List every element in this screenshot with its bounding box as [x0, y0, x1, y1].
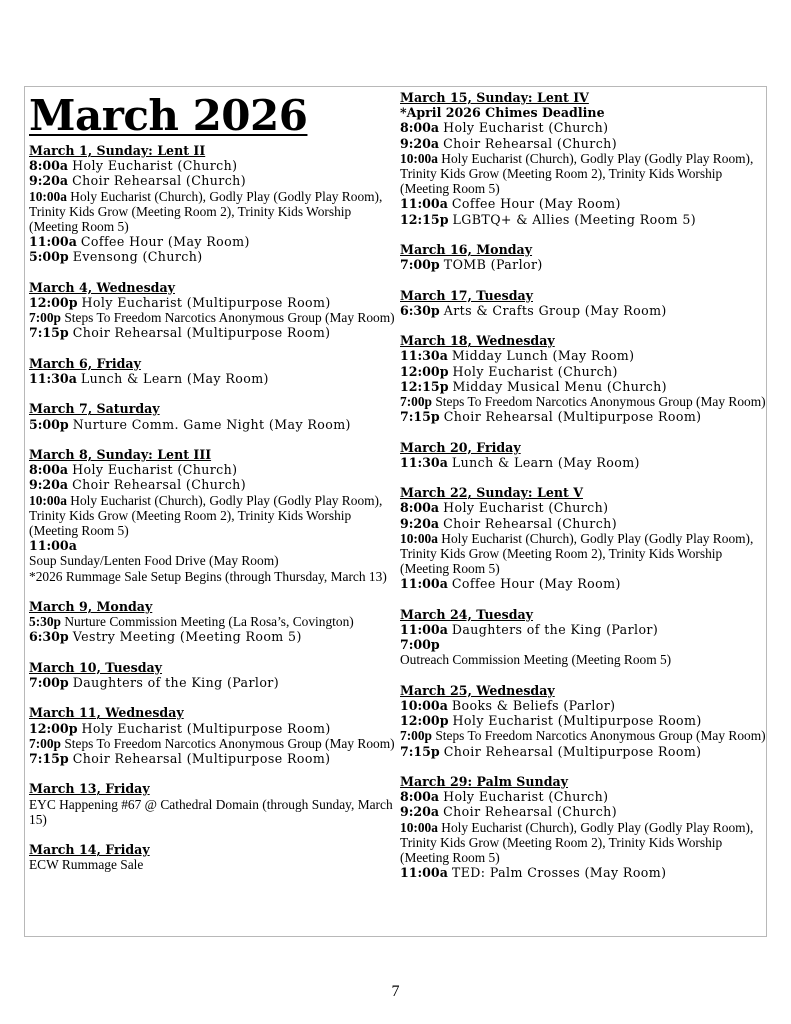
- day-block: [29, 781, 395, 827]
- day-block: [400, 485, 766, 591]
- event-description: Choir Rehearsal (Church): [72, 477, 247, 493]
- event-item: [29, 538, 395, 568]
- day-note: ECW Rummage Sale: [29, 857, 144, 873]
- event-item: [400, 379, 766, 394]
- event-description-continued: Group (May Room): [287, 310, 395, 326]
- event-time: 9:20a: [400, 804, 440, 820]
- day-block: [29, 447, 395, 584]
- calendar-frame: [24, 86, 767, 937]
- event-item: [29, 675, 395, 690]
- day-block: [29, 599, 395, 645]
- day-header: March 6, Friday: [29, 355, 141, 371]
- event-description: Choir Rehearsal (Multipurpose Room): [72, 751, 331, 767]
- event-description: Holy Eucharist (Multipurpose Room): [81, 295, 331, 311]
- event-description-continued: Covington): [292, 614, 354, 630]
- event-time: 7:15p: [29, 325, 69, 341]
- event-time: 11:00a: [29, 234, 77, 250]
- event-time: 8:00a: [29, 462, 69, 478]
- event-description: Holy Eucharist (Church): [443, 120, 609, 136]
- event-item: [400, 136, 766, 151]
- event-description: TED: Palm Crosses (May Room): [451, 865, 667, 881]
- event-item: [400, 576, 766, 591]
- event-description: Daughters of the King (Parlor): [451, 622, 659, 638]
- event-description: Steps To Freedom Narcotics Anonymous: [435, 728, 656, 744]
- event-time: 10:00a: [400, 150, 438, 166]
- event-time: 8:00a: [400, 500, 440, 516]
- event-time: 6:30p: [400, 302, 440, 318]
- event-description: Holy Eucharist (Church), Godly Play: [441, 150, 642, 166]
- day-header: March 8, Sunday: Lent III: [29, 447, 212, 462]
- event-description: LGBTQ+ & Allies (Meeting Room 5): [452, 211, 697, 227]
- event-description-continued: Group (May Room): [658, 394, 766, 410]
- event-item: [29, 189, 395, 235]
- event-item: [400, 348, 766, 363]
- event-item: [29, 249, 395, 264]
- day-block: [29, 705, 395, 766]
- event-item: [400, 394, 766, 409]
- event-item: [400, 516, 766, 531]
- day-block: [29, 143, 395, 265]
- event-time: 9:20a: [400, 515, 440, 531]
- event-time: 9:20a: [400, 135, 440, 151]
- event-description-continued: Group (May Room): [287, 735, 395, 751]
- event-time: 11:00a: [400, 622, 448, 638]
- event-description: Choir Rehearsal (Church): [443, 804, 618, 820]
- event-description: Steps To Freedom Narcotics Anonymous: [64, 310, 285, 326]
- event-item: [400, 804, 766, 819]
- day-header: March 24, Tuesday: [400, 606, 533, 622]
- day-block: [29, 842, 395, 872]
- day-header: March 20, Friday: [400, 439, 521, 455]
- day-header: March 15, Sunday: Lent IV: [400, 90, 589, 105]
- day-header: March 4, Wednesday: [29, 279, 175, 295]
- day-block: [29, 401, 395, 431]
- event-item: [29, 158, 395, 173]
- event-time: 7:00p: [400, 637, 440, 653]
- event-description: Lunch & Learn (May Room): [451, 454, 640, 470]
- event-time: 7:00p: [400, 257, 440, 273]
- event-description: Holy Eucharist (Church): [72, 462, 238, 478]
- page-number: 7: [391, 983, 400, 1000]
- event-description: Holy Eucharist (Church), Godly Play: [441, 819, 642, 835]
- day-block: [400, 288, 766, 318]
- event-time: 5:00p: [29, 416, 69, 432]
- event-description-continued: (Godly Play Room), Trinity Kids Grow (Meeting Room 2), Trinity Kids Worship (Meeting Room 5): [29, 492, 383, 539]
- event-item: [400, 303, 766, 318]
- event-time: 10:00a: [400, 819, 438, 835]
- event-time: 7:15p: [29, 751, 69, 767]
- left-column: [29, 87, 395, 888]
- event-item: [400, 637, 766, 667]
- event-time: 12:15p: [400, 378, 449, 394]
- event-description: Holy Eucharist (Multipurpose Room): [81, 720, 331, 736]
- event-description: Holy Eucharist (Church): [443, 789, 609, 805]
- event-item: [29, 614, 395, 629]
- day-header: March 16, Monday: [400, 242, 533, 258]
- event-description: Lunch & Learn (May Room): [80, 371, 269, 387]
- deadline-note: *April 2026 Chimes Deadline: [400, 105, 605, 121]
- event-description: Holy Eucharist (Church): [452, 363, 618, 379]
- day-header: March 25, Wednesday: [400, 682, 555, 698]
- event-time: 7:00p: [29, 735, 61, 751]
- day-header: March 17, Tuesday: [400, 287, 533, 303]
- event-time: 8:00a: [400, 120, 440, 136]
- day-block: [29, 280, 395, 341]
- event-description: Daughters of the King (Parlor): [72, 675, 280, 691]
- event-item: [29, 462, 395, 477]
- event-time: 11:00a: [29, 538, 77, 554]
- event-description: Choir Rehearsal (Church): [443, 515, 618, 531]
- day-block: [400, 774, 766, 880]
- event-item: [29, 736, 395, 751]
- event-item: [400, 713, 766, 728]
- event-item: [29, 417, 395, 432]
- event-description: TOMB (Parlor): [443, 257, 543, 273]
- event-time: 7:00p: [29, 675, 69, 691]
- event-description: Holy Eucharist (Church): [443, 500, 609, 516]
- event-description: Choir Rehearsal (Church): [72, 173, 247, 189]
- event-item: [400, 500, 766, 515]
- event-description-continued: (Godly Play Room), Trinity Kids Grow (Meeting Room 2), Trinity Kids Worship (Meeting Room 5): [400, 150, 754, 197]
- event-description: Choir Rehearsal (Multipurpose Room): [72, 325, 331, 341]
- event-time: 7:15p: [400, 409, 440, 425]
- event-description: Coffee Hour (May Room): [80, 234, 250, 250]
- event-item: [400, 728, 766, 743]
- event-time: 12:00p: [400, 713, 449, 729]
- event-item: [400, 151, 766, 197]
- event-time: 12:00p: [29, 295, 78, 311]
- day-block: [400, 440, 766, 470]
- event-time: 12:00p: [29, 720, 78, 736]
- event-item: [400, 364, 766, 379]
- event-time: 11:00a: [400, 196, 448, 212]
- day-header: March 13, Friday: [29, 781, 150, 797]
- event-item: [400, 409, 766, 424]
- day-header: March 29: Palm Sunday: [400, 774, 568, 790]
- event-time: 11:00a: [400, 576, 448, 592]
- event-item: [400, 196, 766, 211]
- day-block: [29, 356, 395, 386]
- event-description: Books & Beliefs (Parlor): [451, 698, 616, 714]
- event-description: Coffee Hour (May Room): [451, 576, 621, 592]
- page-title: March 2026: [29, 91, 308, 140]
- event-time: 8:00a: [29, 158, 69, 174]
- event-description-continued: Outreach Commission Meeting (Meeting Room 5): [400, 652, 672, 668]
- event-item: [29, 295, 395, 310]
- day-header: March 7, Saturday: [29, 401, 160, 417]
- event-description: Holy Eucharist (Multipurpose Room): [452, 713, 702, 729]
- day-header: March 11, Wednesday: [29, 705, 184, 721]
- event-item: [400, 820, 766, 866]
- event-description: Steps To Freedom Narcotics Anonymous: [64, 735, 285, 751]
- right-column: [400, 90, 766, 896]
- event-description: Vestry Meeting (Meeting Room 5): [72, 629, 302, 645]
- day-header: March 14, Friday: [29, 842, 150, 858]
- day-header: March 9, Monday: [29, 599, 153, 615]
- event-item: [400, 789, 766, 804]
- event-description: Holy Eucharist (Church), Godly Play: [70, 492, 271, 508]
- event-item: [400, 622, 766, 637]
- event-time: 10:00a: [29, 492, 67, 508]
- day-block: [400, 683, 766, 759]
- event-description-continued: Soup Sunday/Lenten Food Drive (May Room): [29, 553, 279, 569]
- event-time: 11:30a: [400, 348, 448, 364]
- event-time: 9:20a: [29, 173, 69, 189]
- event-time: 8:00a: [400, 789, 440, 805]
- event-description: Steps To Freedom Narcotics Anonymous: [435, 394, 656, 410]
- day-header: March 18, Wednesday: [400, 333, 555, 349]
- event-time: 10:00a: [400, 530, 438, 546]
- event-description: Midday Lunch (May Room): [451, 348, 635, 364]
- event-item: [29, 371, 395, 386]
- event-item: [29, 173, 395, 188]
- event-item: [400, 212, 766, 227]
- event-description-continued: Group (May Room): [658, 728, 766, 744]
- event-time: 7:00p: [29, 310, 61, 326]
- event-description: Arts & Crafts Group (May Room): [443, 302, 667, 318]
- event-item: [400, 455, 766, 470]
- event-item: [29, 751, 395, 766]
- event-description: Holy Eucharist (Church): [72, 158, 238, 174]
- event-time: 7:15p: [400, 743, 440, 759]
- day-header: March 10, Tuesday: [29, 659, 162, 675]
- event-item: [400, 744, 766, 759]
- event-item: [29, 310, 395, 325]
- day-block: [400, 333, 766, 424]
- event-description: Holy Eucharist (Church), Godly Play: [70, 188, 271, 204]
- event-description: Choir Rehearsal (Multipurpose Room): [443, 743, 702, 759]
- event-item: [29, 234, 395, 249]
- event-time: 5:30p: [29, 614, 61, 630]
- event-description: Midday Musical Menu (Church): [452, 378, 667, 394]
- event-description: Nurture Comm. Game Night (May Room): [72, 416, 351, 432]
- event-description-continued: (Godly Play Room), Trinity Kids Grow (Meeting Room 2), Trinity Kids Worship (Meeting Room 5): [400, 530, 754, 577]
- event-time: 11:30a: [400, 454, 448, 470]
- event-time: 7:00p: [400, 728, 432, 744]
- event-time: 9:20a: [29, 477, 69, 493]
- event-time: 11:30a: [29, 371, 77, 387]
- event-item: [29, 629, 395, 644]
- event-time: 6:30p: [29, 629, 69, 645]
- day-block: [400, 90, 766, 227]
- event-description: Nurture Commission Meeting (La Rosa’s,: [64, 614, 290, 630]
- event-item: [400, 865, 766, 880]
- event-item: [400, 531, 766, 577]
- event-description: Holy Eucharist (Church), Godly Play: [441, 530, 642, 546]
- event-description-continued: (Godly Play Room), Trinity Kids Grow (Meeting Room 2), Trinity Kids Worship (Meeting Room 5): [400, 819, 754, 866]
- event-description: Coffee Hour (May Room): [451, 196, 621, 212]
- event-time: 5:00p: [29, 249, 69, 265]
- event-description-continued: (Godly Play Room), Trinity Kids Grow (Meeting Room 2), Trinity Kids Worship (Meeting Room 5): [29, 188, 383, 235]
- day-block: [400, 607, 766, 668]
- day-note: *2026 Rummage Sale Setup Begins (through Thursday, March 13): [29, 568, 387, 584]
- event-time: 7:00p: [400, 394, 432, 410]
- event-time: 10:00a: [400, 698, 448, 714]
- event-item: [29, 493, 395, 539]
- event-description: Evensong (Church): [72, 249, 203, 265]
- event-description: Choir Rehearsal (Multipurpose Room): [443, 409, 702, 425]
- event-item: [400, 698, 766, 713]
- event-time: 10:00a: [29, 188, 67, 204]
- event-item: [400, 257, 766, 272]
- day-block: [29, 660, 395, 690]
- event-description: Choir Rehearsal (Church): [443, 135, 618, 151]
- event-item: [29, 721, 395, 736]
- event-time: 12:00p: [400, 363, 449, 379]
- event-time: 12:15p: [400, 211, 449, 227]
- day-header: March 22, Sunday: Lent V: [400, 485, 583, 501]
- day-header: March 1, Sunday: Lent II: [29, 143, 206, 158]
- event-item: [29, 477, 395, 492]
- event-item: [29, 325, 395, 340]
- day-block: [400, 242, 766, 272]
- event-item: [400, 120, 766, 135]
- event-time: 11:00a: [400, 865, 448, 881]
- day-note: EYC Happening #67 @ Cathedral Domain (through Sunday, March 15): [29, 796, 393, 827]
